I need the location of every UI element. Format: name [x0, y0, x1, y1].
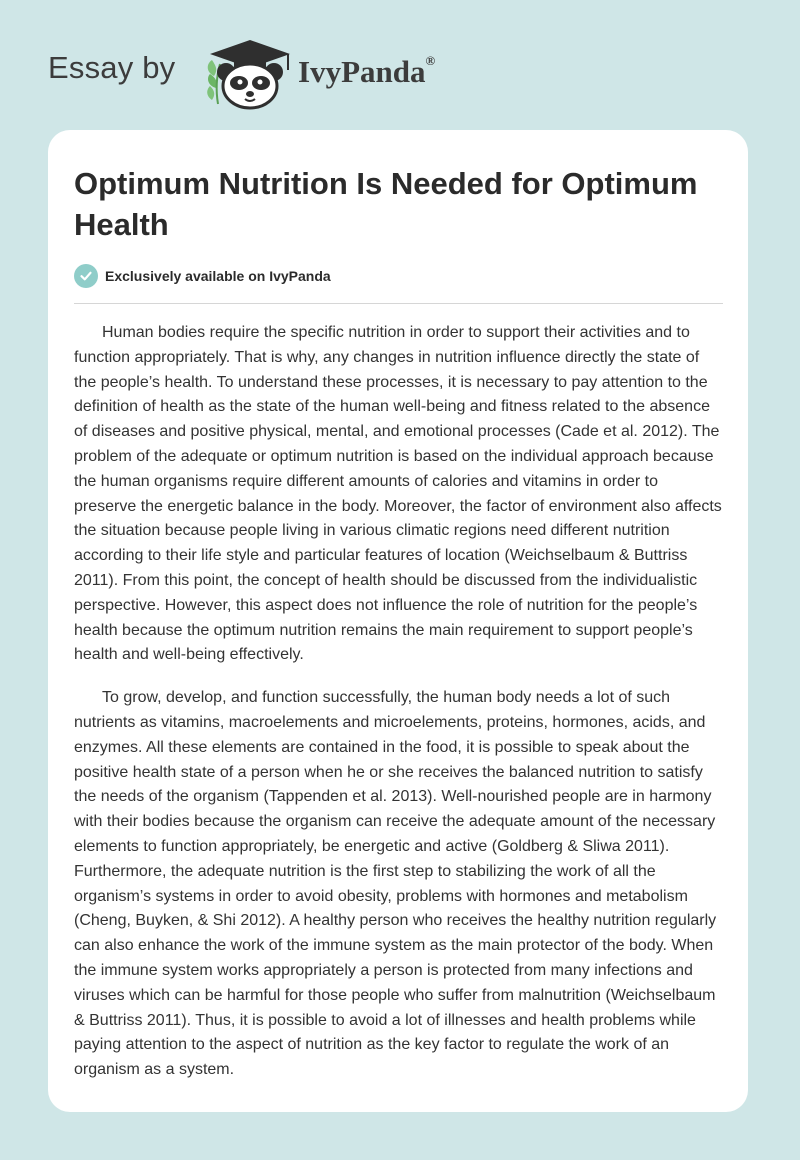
- site-header: [48, 38, 548, 110]
- registered-mark: ®: [425, 52, 436, 68]
- exclusive-badge: [74, 263, 331, 289]
- essay-paragraph: Human bodies require the specific nutrition in order to support their activities and to function appropriately. That is why, any changes in nutrition influence directly the state of the people’s health. To understand these processes, it is necessary to pay attention to the definition of health as the state of the human well-being and fitness related to the absence of diseases and positive physical, mental, and emotional processes (Cade et al. 2012). The problem of the adequate or optimum nutrition is based on the individual approach because the human organisms require different amounts of calories and vitamins in order to preserve the energetic balance in the body. Moreover, the factor of environment also affects the situation because people living in various climatic regions need different nutrition according to their life style and particular features of location (Weichselbaum & Buttriss 2011). From this point, the concept of health should be discussed from the individualistic perspective. However, this aspect does not influence the role of nutrition for the people’s health because the optimum nutrition remains the main requirement to support people’s health and well-being effectively.: [74, 324, 722, 664]
- essay-card: [48, 130, 748, 1112]
- checkmark-icon: [74, 264, 98, 288]
- divider: [74, 303, 723, 304]
- essay-title: Optimum Nutrition Is Needed for Optimum Health: [74, 166, 698, 242]
- essay-paragraph: To grow, develop, and function successfully, the human body needs a lot of such nutrients as vitamins, macroelements and microelements, proteins, hormones, acids, and enzymes. All these elements are contained in the food, it is possible to speak about the positive health state of a person when he or she receives the balanced nutrition to satisfy the needs of the organism (Tappenden et al. 2013). Well-nourished people are in harmony with their bodies because the organism can receive the adequate amount of the necessary elements to function appropriately, be energetic and active (Goldberg & Sliwa 2011). Furthermore, the adequate nutrition is the first step to stabilizing the work of all the organism’s systems in order to avoid obesity, problems with hormones and metabolism (Cheng, Buyken, & Shi 2012). A healthy person who receives the healthy nutrition regularly can also enhance the work of the immune system as the main protector of the body. When the immune system works appropriately a person is protected from many infections and viruses which can be harmful for those people who suffer from malnutrition (Weichselbaum & Buttriss 2011). Thus, it is possible to avoid a lot of illnesses and health problems while paying attention to the aspect of nutrition as the key factor to regulate the work of an organism as a system.: [74, 689, 717, 1079]
- brand-name[interactable]: IvyPanda®: [298, 52, 436, 89]
- essay-by-label: Essay by: [48, 50, 176, 85]
- exclusive-badge-label: Exclusively available on IvyPanda: [105, 268, 331, 284]
- panda-graduate-icon[interactable]: [204, 38, 296, 115]
- essay-body: [74, 321, 724, 1101]
